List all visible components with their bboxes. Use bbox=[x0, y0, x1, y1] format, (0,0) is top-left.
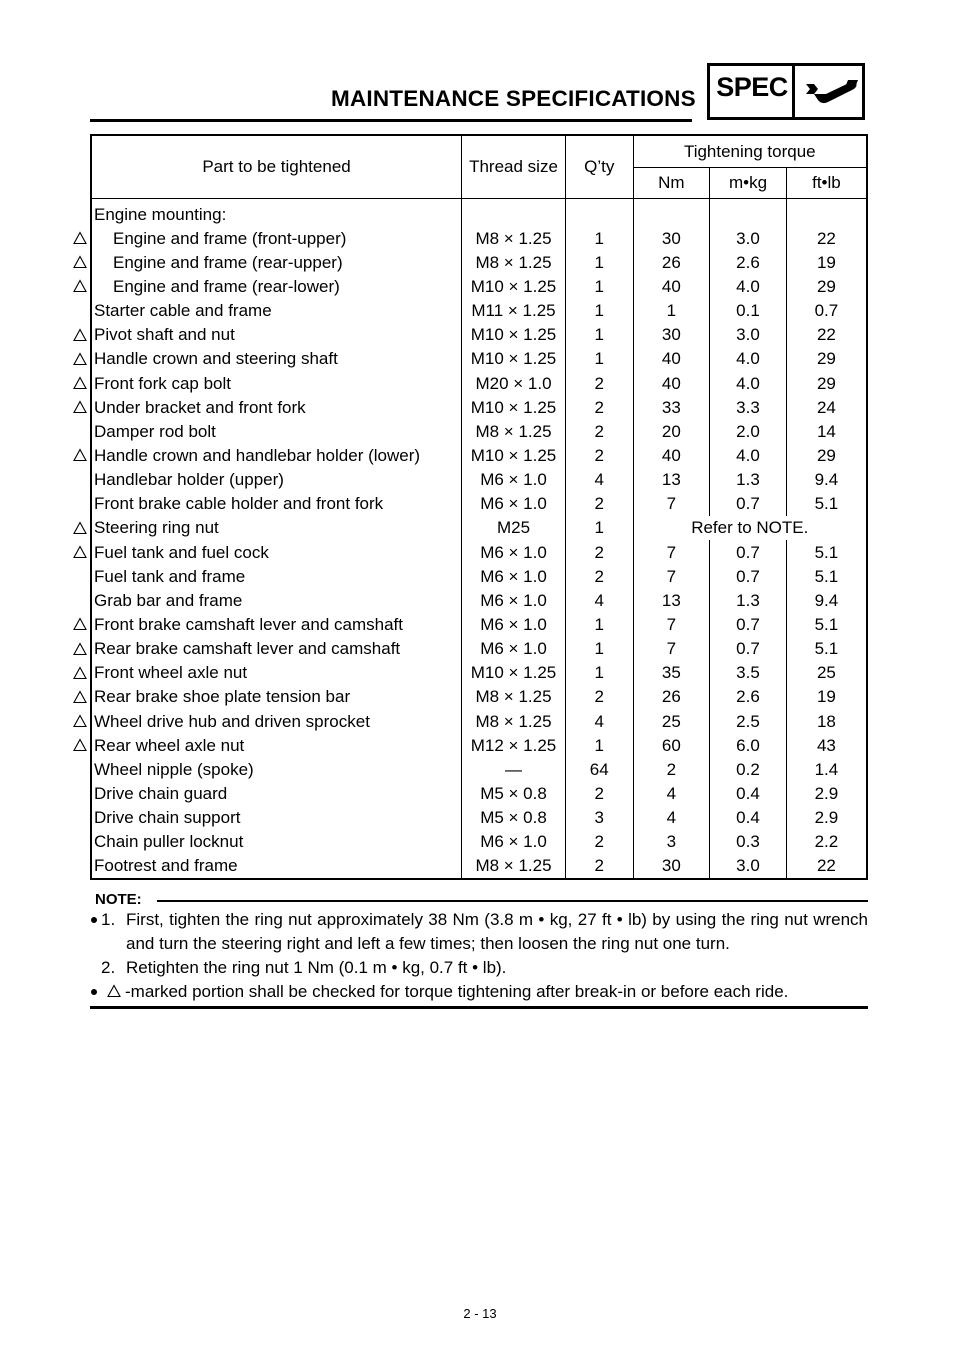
cell-ftlb: 14 bbox=[816, 421, 836, 441]
cell-thread-size: M6 × 1.0 bbox=[462, 612, 566, 636]
cell-thread-size: M25 bbox=[462, 516, 566, 540]
triangle-icon bbox=[73, 521, 87, 535]
cell-quantity: 1 bbox=[565, 226, 633, 250]
cell-ftlb: 5.1 bbox=[814, 494, 839, 514]
cell-quantity: 2 bbox=[565, 781, 633, 805]
cell-quantity: 1 bbox=[565, 733, 633, 757]
cell-thread-size: M10 × 1.25 bbox=[462, 347, 566, 371]
table-row bbox=[91, 781, 867, 805]
cell-mkg: 1.3 bbox=[710, 588, 787, 612]
cell-part: Handlebar holder (upper) bbox=[91, 468, 462, 492]
table-row bbox=[91, 588, 867, 612]
table-row bbox=[91, 564, 867, 588]
cell-quantity: 1 bbox=[565, 299, 633, 323]
cell-quantity: 1 bbox=[565, 516, 633, 540]
cell-nm: 40 bbox=[633, 443, 710, 467]
cell-nm: 4 bbox=[633, 781, 710, 805]
table-row bbox=[91, 199, 867, 227]
cell-thread-size: M5 × 0.8 bbox=[462, 806, 566, 830]
table-row bbox=[91, 468, 867, 492]
triangle-icon bbox=[73, 448, 87, 462]
cell-thread-size: M10 × 1.25 bbox=[462, 661, 566, 685]
cell-nm: 3 bbox=[633, 830, 710, 854]
cell-mkg: 2.6 bbox=[710, 250, 787, 274]
cell-quantity: 2 bbox=[565, 419, 633, 443]
cell-quantity: 4 bbox=[565, 709, 633, 733]
note-body bbox=[90, 908, 868, 1004]
cell-quantity: 1 bbox=[565, 661, 633, 685]
cell-mkg: 4.0 bbox=[710, 371, 787, 395]
cell-quantity: 2 bbox=[565, 540, 633, 564]
header-thread-size: Thread size bbox=[462, 135, 566, 199]
table-row bbox=[91, 492, 867, 516]
note-step-1 bbox=[101, 908, 868, 956]
table-row bbox=[91, 443, 867, 467]
cell-part: Under bracket and front fork bbox=[91, 395, 462, 419]
cell-mkg: 2.6 bbox=[710, 685, 787, 709]
header-ftlb: ft•lb bbox=[786, 168, 867, 199]
cell-mkg: 0.7 bbox=[710, 637, 787, 661]
table-row bbox=[91, 226, 867, 250]
step-number: 1. bbox=[101, 910, 116, 929]
note-step-2 bbox=[101, 956, 868, 980]
cell-thread-size bbox=[462, 199, 566, 227]
cell-part: Engine and frame (rear-upper) bbox=[91, 250, 462, 274]
triangle-icon bbox=[73, 690, 87, 704]
cell-mkg: 4.0 bbox=[710, 443, 787, 467]
cell-ftlb bbox=[786, 199, 867, 227]
cell-quantity: 3 bbox=[565, 806, 633, 830]
cell-ftlb: 5.1 bbox=[814, 566, 839, 586]
page-title: MAINTENANCE SPECIFICATIONS bbox=[331, 86, 696, 111]
cell-mkg: 0.2 bbox=[710, 757, 787, 781]
cell-part: Front brake camshaft lever and camshaft bbox=[91, 612, 462, 636]
cell-quantity: 1 bbox=[565, 637, 633, 661]
cell-part: Front wheel axle nut bbox=[91, 661, 462, 685]
triangle-icon bbox=[73, 376, 87, 390]
cell-thread-size: M6 × 1.0 bbox=[462, 564, 566, 588]
spec-badge-label: SPEC bbox=[716, 72, 788, 102]
cell-part: Drive chain guard bbox=[91, 781, 462, 805]
triangle-icon bbox=[73, 714, 87, 728]
cell-mkg: 3.0 bbox=[710, 323, 787, 347]
header-quantity: Q’ty bbox=[565, 135, 633, 199]
cell-part: Rear wheel axle nut bbox=[91, 733, 462, 757]
cell-part: Engine and frame (rear-lower) bbox=[91, 274, 462, 298]
cell-thread-size: M10 × 1.25 bbox=[462, 395, 566, 419]
cell-ftlb: 0.7 bbox=[814, 301, 839, 321]
cell-ftlb: 43 bbox=[816, 735, 836, 755]
cell-mkg: 0.4 bbox=[710, 806, 787, 830]
cell-mkg: 6.0 bbox=[710, 733, 787, 757]
triangle-icon bbox=[73, 666, 87, 680]
cell-ftlb: 22 bbox=[816, 325, 836, 345]
cell-ftlb: 29 bbox=[816, 445, 836, 465]
cell-part: Front brake cable holder and front fork bbox=[91, 492, 462, 516]
table-row bbox=[91, 299, 867, 323]
cell-thread-size: M6 × 1.0 bbox=[462, 492, 566, 516]
triangle-icon bbox=[73, 738, 87, 752]
cell-mkg: 2.5 bbox=[710, 709, 787, 733]
cell-mkg: 0.7 bbox=[710, 540, 787, 564]
cell-quantity: 2 bbox=[565, 854, 633, 879]
cell-ftlb: 29 bbox=[816, 276, 836, 296]
cell-nm: 7 bbox=[633, 540, 710, 564]
cell-mkg: 3.3 bbox=[710, 395, 787, 419]
cell-part: Starter cable and frame bbox=[91, 299, 462, 323]
cell-ftlb: 22 bbox=[816, 856, 836, 876]
cell-thread-size: — bbox=[462, 757, 566, 781]
table-row bbox=[91, 709, 867, 733]
cell-nm: 26 bbox=[633, 685, 710, 709]
cell-ftlb: 22 bbox=[816, 228, 836, 248]
cell-ftlb: 29 bbox=[816, 373, 836, 393]
cell-part: Engine and frame (front-upper) bbox=[91, 226, 462, 250]
cell-ftlb: 9.4 bbox=[814, 590, 839, 610]
cell-ftlb: 19 bbox=[816, 687, 836, 707]
cell-mkg: 0.3 bbox=[710, 830, 787, 854]
cell-mkg: 2.0 bbox=[710, 419, 787, 443]
cell-nm: 4 bbox=[633, 806, 710, 830]
wrench-icon bbox=[804, 76, 860, 110]
cell-part: Rear brake camshaft lever and camshaft bbox=[91, 637, 462, 661]
cell-quantity: 4 bbox=[565, 468, 633, 492]
triangle-icon bbox=[73, 400, 87, 414]
header-mkg: m•kg bbox=[710, 168, 787, 199]
cell-thread-size: M12 × 1.25 bbox=[462, 733, 566, 757]
cell-mkg bbox=[710, 199, 787, 227]
bullet-icon bbox=[91, 989, 97, 995]
cell-thread-size: M8 × 1.25 bbox=[462, 709, 566, 733]
cell-part: Chain puller locknut bbox=[91, 830, 462, 854]
cell-part: Wheel drive hub and driven sprocket bbox=[91, 709, 462, 733]
cell-thread-size: M20 × 1.0 bbox=[462, 371, 566, 395]
cell-part: Handle crown and handlebar holder (lower) bbox=[91, 443, 462, 467]
cell-nm: 26 bbox=[633, 250, 710, 274]
cell-thread-size: M8 × 1.25 bbox=[462, 854, 566, 879]
cell-quantity: 2 bbox=[565, 830, 633, 854]
cell-ftlb: 2.9 bbox=[814, 783, 839, 803]
cell-mkg: 4.0 bbox=[710, 347, 787, 371]
cell-thread-size: M5 × 0.8 bbox=[462, 781, 566, 805]
cell-part: Drive chain support bbox=[91, 806, 462, 830]
cell-part: Steering ring nut bbox=[91, 516, 462, 540]
cell-thread-size: M6 × 1.0 bbox=[462, 830, 566, 854]
cell-part: Front fork cap bolt bbox=[91, 371, 462, 395]
cell-thread-size: M10 × 1.25 bbox=[462, 323, 566, 347]
spec-badge-divider bbox=[792, 66, 795, 117]
note-item-steps bbox=[90, 908, 868, 980]
table-row bbox=[91, 612, 867, 636]
note-label: NOTE: bbox=[95, 891, 142, 908]
cell-thread-size: M6 × 1.0 bbox=[462, 468, 566, 492]
cell-ftlb: 2.9 bbox=[814, 808, 839, 828]
cell-ftlb: 9.4 bbox=[814, 470, 839, 490]
cell-quantity: 1 bbox=[565, 323, 633, 347]
header-tightening-torque: Tightening torque bbox=[683, 141, 816, 161]
cell-quantity: 2 bbox=[565, 492, 633, 516]
cell-ftlb: 5.1 bbox=[814, 542, 839, 562]
cell-nm: 13 bbox=[633, 588, 710, 612]
cell-nm: 7 bbox=[633, 564, 710, 588]
table-row bbox=[91, 540, 867, 564]
cell-mkg: 4.0 bbox=[710, 274, 787, 298]
cell-nm: 25 bbox=[633, 709, 710, 733]
table-row bbox=[91, 661, 867, 685]
cell-ftlb: 24 bbox=[816, 397, 836, 417]
cell-mkg: 3.5 bbox=[710, 661, 787, 685]
cell-thread-size: M11 × 1.25 bbox=[462, 299, 566, 323]
page-number: 2 - 13 bbox=[463, 1306, 497, 1321]
cell-nm: 30 bbox=[633, 854, 710, 879]
cell-quantity: 2 bbox=[565, 395, 633, 419]
cell-ftlb: 2.2 bbox=[814, 832, 839, 852]
cell-part: Pivot shaft and nut bbox=[91, 323, 462, 347]
cell-thread-size: M10 × 1.25 bbox=[462, 443, 566, 467]
table-row bbox=[91, 830, 867, 854]
cell-mkg: 3.0 bbox=[710, 226, 787, 250]
table-row bbox=[91, 637, 867, 661]
table-row bbox=[91, 685, 867, 709]
table-row bbox=[91, 854, 867, 879]
header-rule bbox=[90, 119, 692, 122]
cell-thread-size: M8 × 1.25 bbox=[462, 419, 566, 443]
table-row bbox=[91, 516, 867, 540]
cell-nm: 7 bbox=[633, 612, 710, 636]
cell-part: Grab bar and frame bbox=[91, 588, 462, 612]
cell-quantity: 2 bbox=[565, 564, 633, 588]
cell-nm: 2 bbox=[633, 757, 710, 781]
cell-ftlb: 25 bbox=[816, 663, 836, 683]
cell-mkg: 0.7 bbox=[710, 564, 787, 588]
triangle-icon bbox=[107, 984, 121, 998]
cell-quantity: 4 bbox=[565, 588, 633, 612]
cell-ftlb: 1.4 bbox=[814, 759, 839, 779]
cell-nm: 1 bbox=[633, 299, 710, 323]
cell-nm: 40 bbox=[633, 347, 710, 371]
cell-nm: 30 bbox=[633, 226, 710, 250]
cell-part: Fuel tank and frame bbox=[91, 564, 462, 588]
cell-quantity: 2 bbox=[565, 443, 633, 467]
bullet-icon bbox=[91, 917, 97, 923]
tightening-torque-table bbox=[90, 134, 868, 880]
cell-quantity: 1 bbox=[565, 347, 633, 371]
cell-quantity: 2 bbox=[565, 371, 633, 395]
cell-nm: 13 bbox=[633, 468, 710, 492]
table-row bbox=[91, 371, 867, 395]
table-row bbox=[91, 274, 867, 298]
triangle-icon bbox=[73, 279, 87, 293]
cell-thread-size: M6 × 1.0 bbox=[462, 540, 566, 564]
cell-thread-size: M10 × 1.25 bbox=[462, 274, 566, 298]
cell-mkg: 1.3 bbox=[710, 468, 787, 492]
cell-thread-size: M6 × 1.0 bbox=[462, 588, 566, 612]
cell-quantity: 1 bbox=[565, 612, 633, 636]
cell-thread-size: M8 × 1.25 bbox=[462, 250, 566, 274]
cell-nm: 40 bbox=[633, 371, 710, 395]
cell-mkg: 0.1 bbox=[710, 299, 787, 323]
cell-ftlb: 5.1 bbox=[814, 614, 839, 634]
cell-quantity: 64 bbox=[565, 757, 633, 781]
cell-ftlb: 19 bbox=[816, 252, 836, 272]
cell-mkg: 0.7 bbox=[710, 492, 787, 516]
note-bottom-rule bbox=[90, 1006, 868, 1009]
note-item-marked bbox=[90, 980, 868, 1004]
cell-nm: 20 bbox=[633, 419, 710, 443]
cell-nm: 30 bbox=[633, 323, 710, 347]
spec-badge bbox=[707, 63, 865, 120]
cell-thread-size: M8 × 1.25 bbox=[462, 685, 566, 709]
table-row bbox=[91, 323, 867, 347]
cell-part: Footrest and frame bbox=[91, 854, 462, 879]
cell-mkg: 0.7 bbox=[710, 612, 787, 636]
cell-torque-note: Refer to NOTE. bbox=[691, 518, 809, 538]
triangle-icon bbox=[73, 255, 87, 269]
marked-portion-text: -marked portion shall be checked for torque tightening after break-in or before each ride. bbox=[125, 982, 789, 1001]
cell-part: Fuel tank and fuel cock bbox=[91, 540, 462, 564]
table-row bbox=[91, 806, 867, 830]
cell-ftlb: 18 bbox=[816, 711, 836, 731]
triangle-icon bbox=[73, 328, 87, 342]
triangle-icon bbox=[73, 617, 87, 631]
step-text: First, tighten the ring nut approximately 38 Nm (3.8 m • kg, 27 ft • lb) by using the ring nut wrench and turn the steering right and left a few times; then loosen the ring nut one turn. bbox=[126, 910, 868, 953]
cell-nm: 7 bbox=[633, 637, 710, 661]
header-nm: Nm bbox=[633, 168, 710, 199]
cell-nm: 7 bbox=[633, 492, 710, 516]
triangle-icon bbox=[73, 545, 87, 559]
cell-quantity: 2 bbox=[565, 685, 633, 709]
cell-nm bbox=[633, 199, 710, 227]
table-row bbox=[91, 419, 867, 443]
table-row bbox=[91, 395, 867, 419]
cell-ftlb: 5.1 bbox=[814, 639, 839, 659]
cell-quantity: 1 bbox=[565, 274, 633, 298]
cell-part: Engine mounting: bbox=[91, 199, 462, 227]
cell-nm: 60 bbox=[633, 733, 710, 757]
step-text: Retighten the ring nut 1 Nm (0.1 m • kg, 0.7 ft • lb). bbox=[126, 958, 507, 977]
triangle-icon bbox=[73, 352, 87, 366]
table-body bbox=[91, 199, 867, 879]
cell-part: Wheel nipple (spoke) bbox=[91, 757, 462, 781]
cell-part: Handle crown and steering shaft bbox=[91, 347, 462, 371]
cell-thread-size: M6 × 1.0 bbox=[462, 637, 566, 661]
cell-thread-size: M8 × 1.25 bbox=[462, 226, 566, 250]
note-top-rule bbox=[157, 900, 868, 902]
triangle-icon bbox=[73, 231, 87, 245]
cell-nm: 35 bbox=[633, 661, 710, 685]
cell-ftlb: 29 bbox=[816, 349, 836, 369]
table-row bbox=[91, 757, 867, 781]
step-number: 2. bbox=[101, 958, 116, 977]
cell-quantity: 1 bbox=[565, 250, 633, 274]
table-row bbox=[91, 347, 867, 371]
cell-mkg: 0.4 bbox=[710, 781, 787, 805]
cell-part: Rear brake shoe plate tension bar bbox=[91, 685, 462, 709]
cell-mkg: 3.0 bbox=[710, 854, 787, 879]
table-row bbox=[91, 733, 867, 757]
triangle-icon bbox=[73, 642, 87, 656]
cell-nm: 33 bbox=[633, 395, 710, 419]
cell-quantity bbox=[565, 199, 633, 227]
table-row bbox=[91, 250, 867, 274]
cell-part: Damper rod bolt bbox=[91, 419, 462, 443]
header-part: Part to be tightened bbox=[91, 135, 462, 199]
cell-nm: 40 bbox=[633, 274, 710, 298]
